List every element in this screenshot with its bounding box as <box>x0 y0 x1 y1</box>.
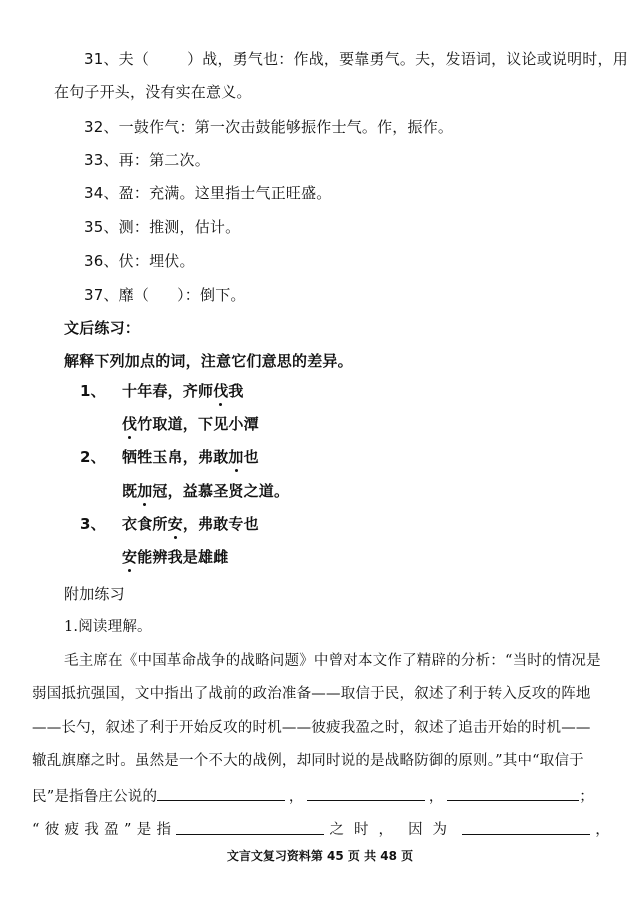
text: ， <box>288 789 304 805</box>
text: ，弗敢专也 <box>182 515 259 533</box>
text: 我 <box>228 382 244 400</box>
exercise-3-number: 3、 <box>80 515 106 533</box>
passage-line-1: 毛主席在《中国革命战争的战略问题》中曾对本文作了精辟的分析：“当时的情况是 <box>64 653 601 669</box>
dotted-word: 加 <box>228 448 244 466</box>
exercise-3-sentence-b <box>122 547 228 567</box>
text: 冠，益慕圣贤之道。 <box>152 482 290 500</box>
text: 竹取道，下见小潭 <box>137 415 259 433</box>
text: 十年春，齐师 <box>122 382 214 400</box>
dotted-word: 安 <box>122 548 138 566</box>
exercise-3-sentence-a <box>122 514 259 534</box>
text: 民”是指鲁庄公说的 <box>32 789 158 805</box>
note-34: 34、盈：充满。这里指士气正旺盛。 <box>84 184 332 202</box>
dotted-word: 伐 <box>213 382 229 400</box>
exercise-2-sentence-b <box>122 481 289 501</box>
text: 指 <box>156 822 172 838</box>
exercise-2-sentence-a <box>122 447 259 467</box>
text: ， <box>428 789 444 805</box>
text: 既 <box>122 482 138 500</box>
dotted-word: 伐 <box>122 415 138 433</box>
text: 牺牲玉帛，弗敢 <box>122 448 229 466</box>
exercise-1-sentence-b <box>122 414 259 434</box>
note-31-continuation: 在句子开头，没有实在意义。 <box>54 83 252 101</box>
exercise-1-sentence-a <box>122 381 244 401</box>
answer-blank-3[interactable] <box>447 786 579 801</box>
exercise-heading: 文后练习： <box>64 319 141 337</box>
text: 衣食所 <box>122 515 168 533</box>
text: ， <box>595 822 610 838</box>
note-31-rest: ）战，勇气也：作战，要靠勇气。夫，发语词，议论或说明时，用 <box>187 50 628 68</box>
text: 之时， <box>329 822 403 838</box>
answer-blank-2[interactable] <box>307 786 425 801</box>
text: 疲 <box>64 822 80 838</box>
passage-line-3: ——长勺，叙述了利于开始反攻的时机——彼疲我盈之时，叙述了追击开始的时机—— <box>32 720 591 736</box>
exercise-1-number: 1、 <box>80 382 106 400</box>
text: 我 <box>84 822 100 838</box>
note-32: 32、一鼓作气：第一次击鼓能够振作士气。作，振作。 <box>84 118 454 136</box>
page-footer: 文言文复习资料第 45 页 共 48 页 <box>226 849 414 863</box>
note-33: 33、再：第二次。 <box>84 151 210 169</box>
note-37-rest: ）：倒下。 <box>177 286 246 304</box>
extra-heading: 附加练习 <box>64 585 125 603</box>
passage-line-5 <box>32 786 594 807</box>
note-31-start: 31、夫（ <box>84 50 150 68</box>
answer-blank-5[interactable] <box>462 820 590 835</box>
note-36: 36、伏：埋伏。 <box>84 252 195 270</box>
note-37-start: 37、靡（ <box>84 286 150 304</box>
exercise-2-number: 2、 <box>80 448 106 466</box>
text: 因为 <box>408 822 458 838</box>
answer-blank-4[interactable] <box>176 820 324 835</box>
question-1-label: 1.阅读理解。 <box>64 619 152 635</box>
text: ； <box>579 789 594 805</box>
exercise-instruction: 解释下列加点的词，注意它们意思的差异。 <box>64 352 353 370</box>
text: 盈 <box>104 822 119 838</box>
text: 彼 <box>44 822 60 838</box>
text: 是 <box>136 822 152 838</box>
note-31 <box>84 49 628 69</box>
passage-line-2: 弱国抵抗强国，文中指出了战前的政治准备——取信于民，叙述了利于转入反攻的阵地 <box>32 686 591 702</box>
passage-line-6 <box>32 820 610 840</box>
passage-line-4: 辙乱旗靡之时。虽然是一个不大的战例，却同时说的是战略防御的原则。”其中“取信于 <box>32 753 584 769</box>
answer-blank-1[interactable] <box>157 786 285 801</box>
text: 也 <box>243 448 259 466</box>
dotted-word: 安 <box>167 515 183 533</box>
text: “ <box>32 822 40 838</box>
dotted-word: 加 <box>137 482 153 500</box>
note-35: 35、测：推测，估计。 <box>84 218 241 236</box>
note-37 <box>84 285 246 305</box>
text: 能辨我是雄雌 <box>137 548 229 566</box>
text: ” <box>123 822 132 838</box>
